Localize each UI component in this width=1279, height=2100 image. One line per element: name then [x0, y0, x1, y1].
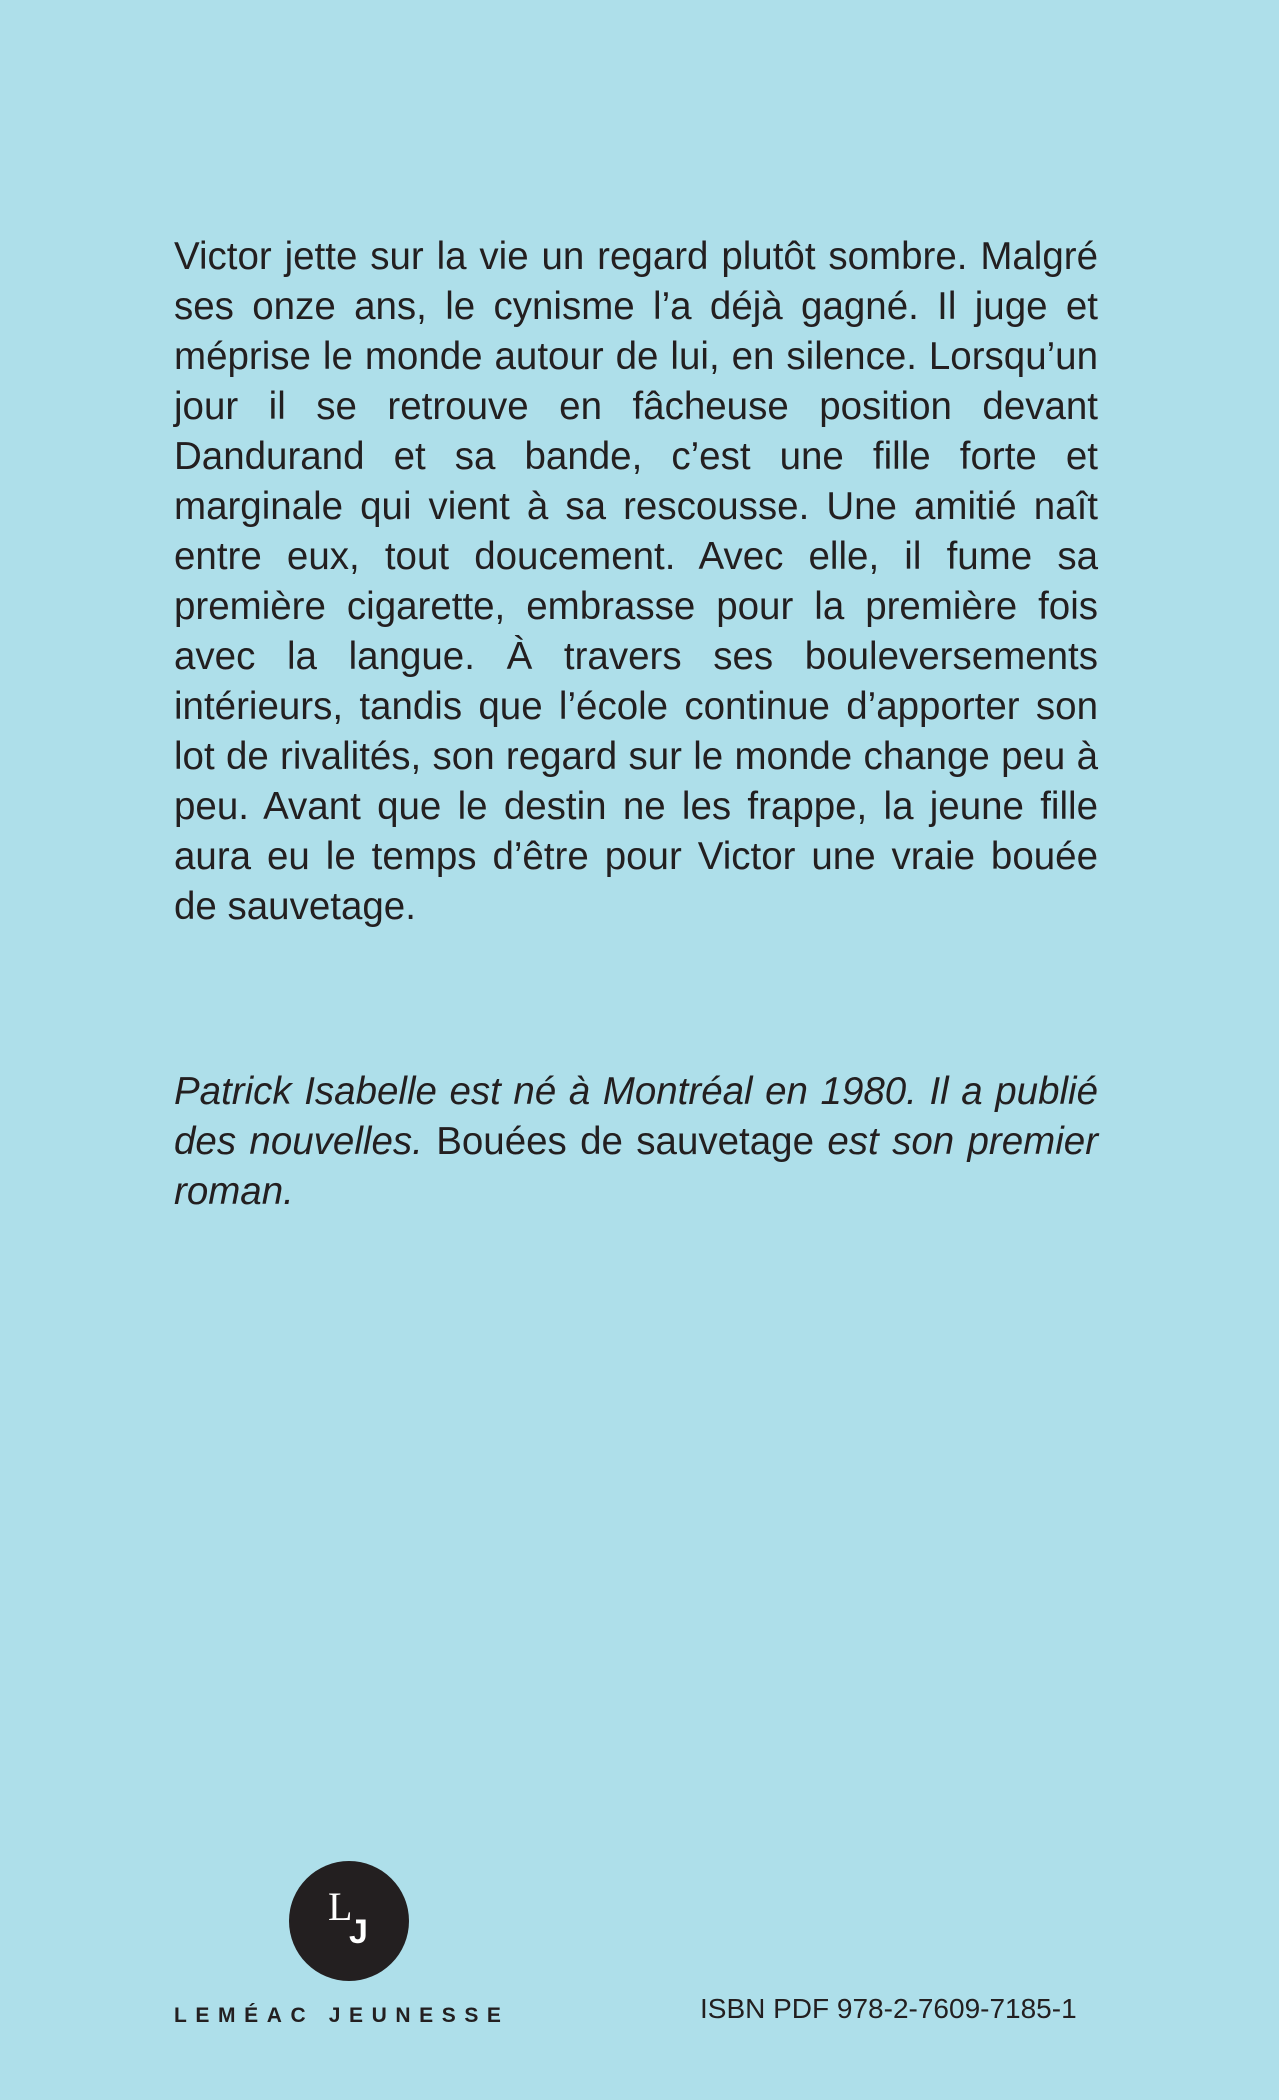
publisher-name: LEMÉAC JEUNESSE: [174, 2004, 510, 2027]
author-bio-outro: est son premier roman.: [174, 1120, 1099, 1213]
book-title: Bouées de sauvetage: [436, 1120, 814, 1163]
logo-letter-j: J: [349, 1913, 368, 1951]
author-bio: [174, 1067, 1098, 1217]
author-bio-intro: Patrick Isabelle est né à Montréal en 1980. Il a publié des nouvelles.: [174, 1070, 1098, 1163]
isbn-number: ISBN PDF 978-2-7609-7185-1: [700, 1993, 1077, 2024]
publisher-logo: [289, 1861, 409, 1981]
logo-letter-l: L: [328, 1884, 353, 1929]
back-cover-synopsis: Victor jette sur la vie un regard plutôt sombre. Malgré ses onze ans, le cynisme l’a déjà gagné. Il juge et méprise le monde autour de lui, en silence. Lorsqu’un jour il se retrouve en fâcheuse position devant Dandurand et sa bande, c’est une fille forte et marginale qui vient à sa rescousse. Une amitié naît entre eux, tout doucement. Avec elle, il fume sa première cigarette, embrasse pour la première fois avec la langue. À travers ses bouleversements intérieurs, tandis que l’école continue d’apporter son lot de rivalités, son regard sur le monde change peu à peu. Avant que le destin ne les frappe, la jeune fille aura eu le temps d’être pour Victor une vraie bouée de sauvetage.: [174, 235, 1098, 928]
